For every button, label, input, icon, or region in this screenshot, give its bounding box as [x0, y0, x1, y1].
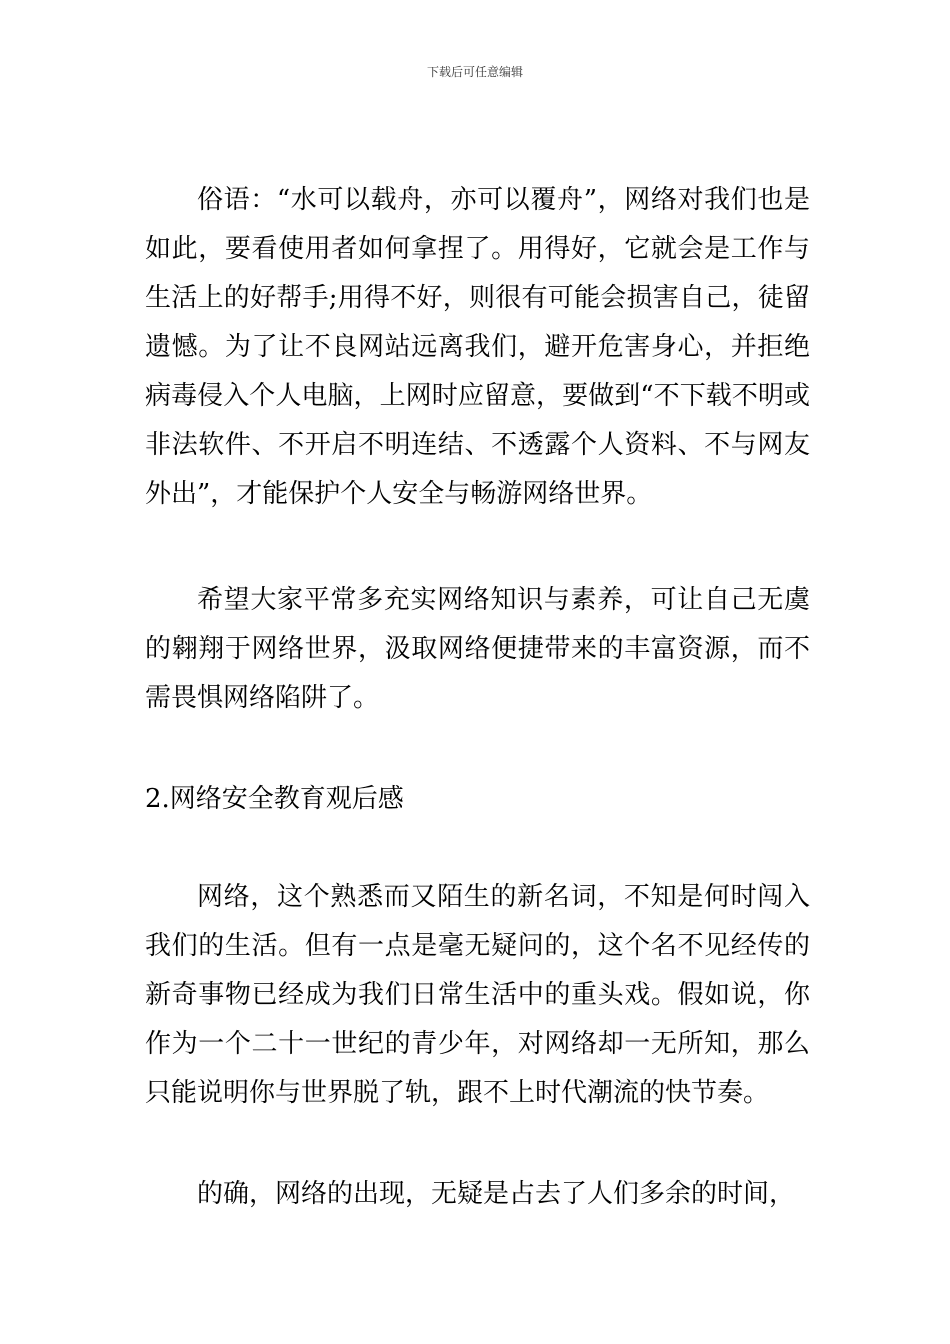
page-header: 下载后可任意编辑 — [426, 65, 523, 79]
section-heading: 2.网络安全教育观后感 — [145, 784, 404, 814]
paragraph-network-intro: 网络，这个熟悉而又陌生的新名词，不知是何时闯入我们的生活。但有一点是毫无疑问的，这个名不见经传的新奇事物已经成为我们日常生活中的重头戏。假如说，你作为一个二十一世纪的青少年，对网络却一无所知，那么只能说明你与世界脱了轨，跟不上时代潮流的快节奏。 — [145, 882, 810, 1108]
paragraph-proverb: 俗语：“水可以载舟，亦可以覆舟”，网络对我们也是如此，要看使用者如何拿捏了。用得好，它就会是工作与生活上的好帮手;用得不好，则很有可能会损害自己，徒留遗憾。为了让不良网站远离我们，避开危害身心，并拒绝病毒侵入个人电脑，上网时应留意，要做到“不下载不明或非法软件、不开启不明连结、不透露个人资料、不与网友外出”，才能保护个人安全与畅游网络世界。 — [145, 185, 810, 509]
paragraph-hope: 希望大家平常多充实网络知识与素养，可让自己无虞的翱翔于网络世界，汲取网络便捷带来的丰富资源，而不需畏惧网络陷阱了。 — [145, 585, 810, 713]
paragraph-network-time: 的确，网络的出现，无疑是占去了人们多余的时间， — [197, 1179, 796, 1209]
